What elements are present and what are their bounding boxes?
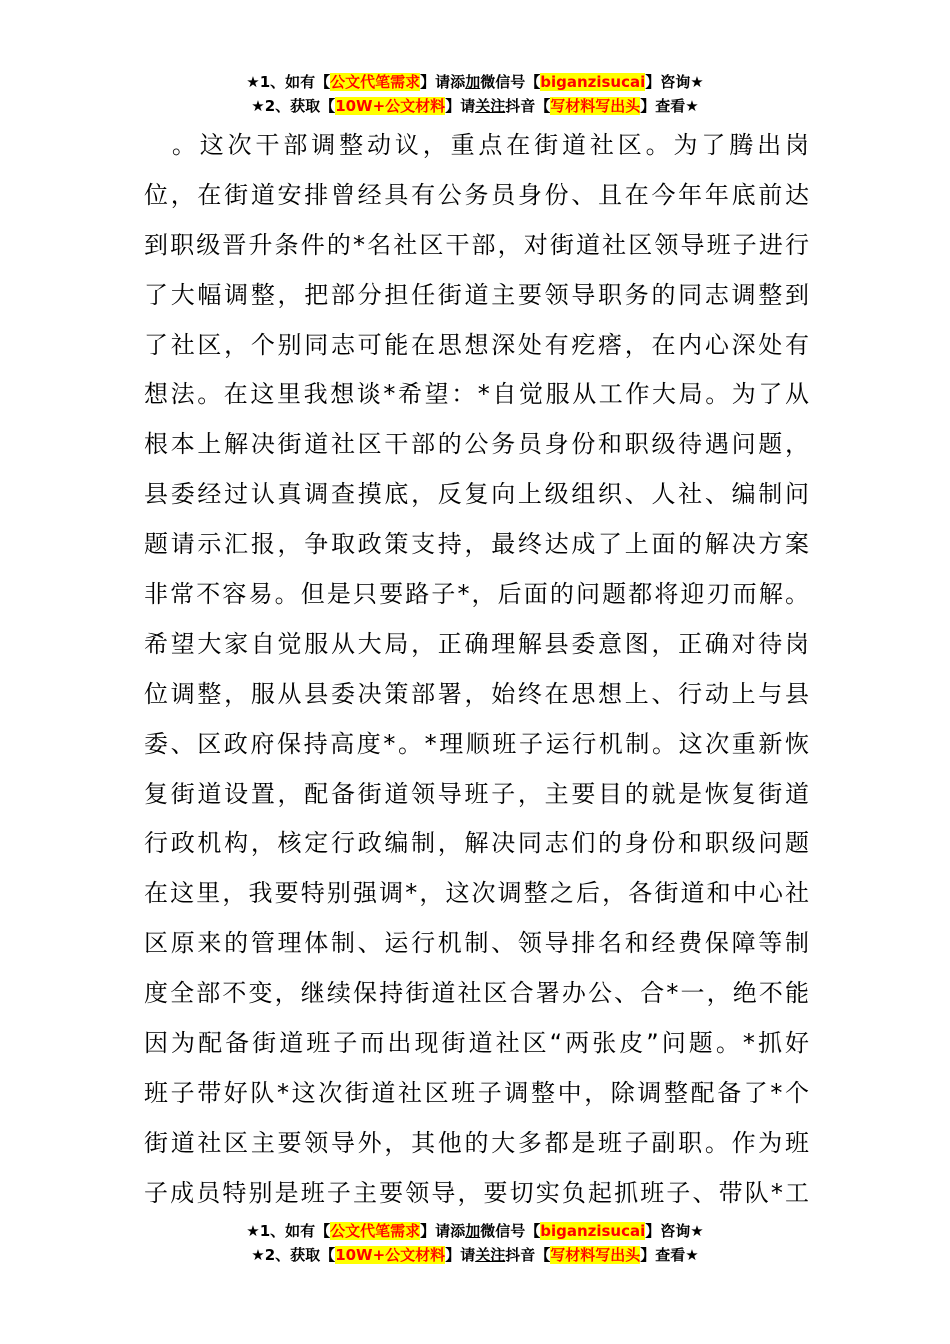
wechat-id-highlight: biganzisucai: [540, 73, 646, 91]
body-line: 了社区，个别同志可能在思想深处有疙瘩，在内心深处有: [144, 330, 809, 359]
body-line: 在这里，我要特别强调*，这次调整之后，各街道和中心社: [144, 879, 809, 908]
body-line: 行政机构，核定行政编制，解决同志们的身份和职级问题: [144, 829, 809, 858]
document-body: [144, 121, 809, 1219]
body-line: 位调整，服从县委决策部署，始终在思想上、行动上与县: [144, 679, 809, 708]
body-line: 区原来的管理体制、运行机制、领导排名和经费保障等制: [144, 929, 809, 958]
body-line: 街道社区主要领导外，其他的大多都是班子副职。作为班: [144, 1128, 809, 1157]
body-line: 想法。在这里我想谈*希望：*自觉服从工作大局。为了从: [144, 380, 809, 409]
body-line: 非常不容易。但是只要路子*，后面的问题都将迎刃而解。: [144, 580, 809, 609]
header-notice-line-2: ★2、获取【10W+公文材料】请关注抖音【写材料写出头】查看★: [251, 97, 699, 115]
body-line: 因为配备街道班子而出现街道社区“两张皮”问题。*抓好: [144, 1029, 809, 1058]
footer-notice-line-2: ★2、获取【10W+公文材料】请关注抖音【写材料写出头】查看★: [251, 1246, 699, 1264]
body-line: 。这次干部调整动议，重点在街道社区。为了腾出岗: [144, 131, 809, 159]
footer-notice: [0, 1219, 950, 1267]
douyin-account-highlight: 写材料写出头: [550, 97, 641, 115]
body-line: 子成员特别是班子主要领导，要切实负起抓班子、带队*工: [144, 1178, 809, 1207]
body-line: 题请示汇报，争取政策支持，最终达成了上面的解决方案: [144, 530, 809, 559]
body-line: 度全部不变，继续保持街道社区合署办公、合*一，绝不能: [144, 979, 809, 1008]
body-line: 县委经过认真调查摸底，反复向上级组织、人社、编制问: [144, 480, 809, 509]
header-notice: [0, 70, 950, 118]
body-line: 了大幅调整，把部分担任街道主要领导职务的同志调整到: [144, 280, 809, 309]
body-line: 位，在街道安排曾经具有公务员身份、且在今年年底前达: [144, 180, 809, 209]
wechat-id-highlight: biganzisucai: [540, 1222, 646, 1240]
materials-highlight: 10W+公文材料: [335, 97, 446, 115]
service-highlight: 公文代笔需求: [330, 1222, 421, 1240]
body-line: 委、区政府保持高度*。*理顺班子运行机制。这次重新恢: [144, 729, 809, 758]
materials-highlight: 10W+公文材料: [335, 1246, 446, 1264]
body-line: 根本上解决街道社区干部的公务员身份和职级待遇问题，: [144, 430, 809, 459]
body-line: 到职级晋升条件的*名社区干部，对街道社区领导班子进行: [144, 230, 809, 259]
body-line: 班子带好队*这次街道社区班子调整中，除调整配备了*个: [144, 1078, 809, 1107]
body-line: 希望大家自觉服从大局，正确理解县委意图，正确对待岗: [144, 629, 809, 658]
douyin-account-highlight: 写材料写出头: [550, 1246, 641, 1264]
service-highlight: 公文代笔需求: [330, 73, 421, 91]
body-line: 复街道设置，配备街道领导班子，主要目的就是恢复街道: [144, 779, 809, 808]
footer-notice-line-1: ★1、如有【公文代笔需求】请添加微信号【biganzisucai】咨询★: [246, 1222, 704, 1240]
header-notice-line-1: ★1、如有【公文代笔需求】请添加微信号【biganzisucai】咨询★: [246, 73, 704, 91]
